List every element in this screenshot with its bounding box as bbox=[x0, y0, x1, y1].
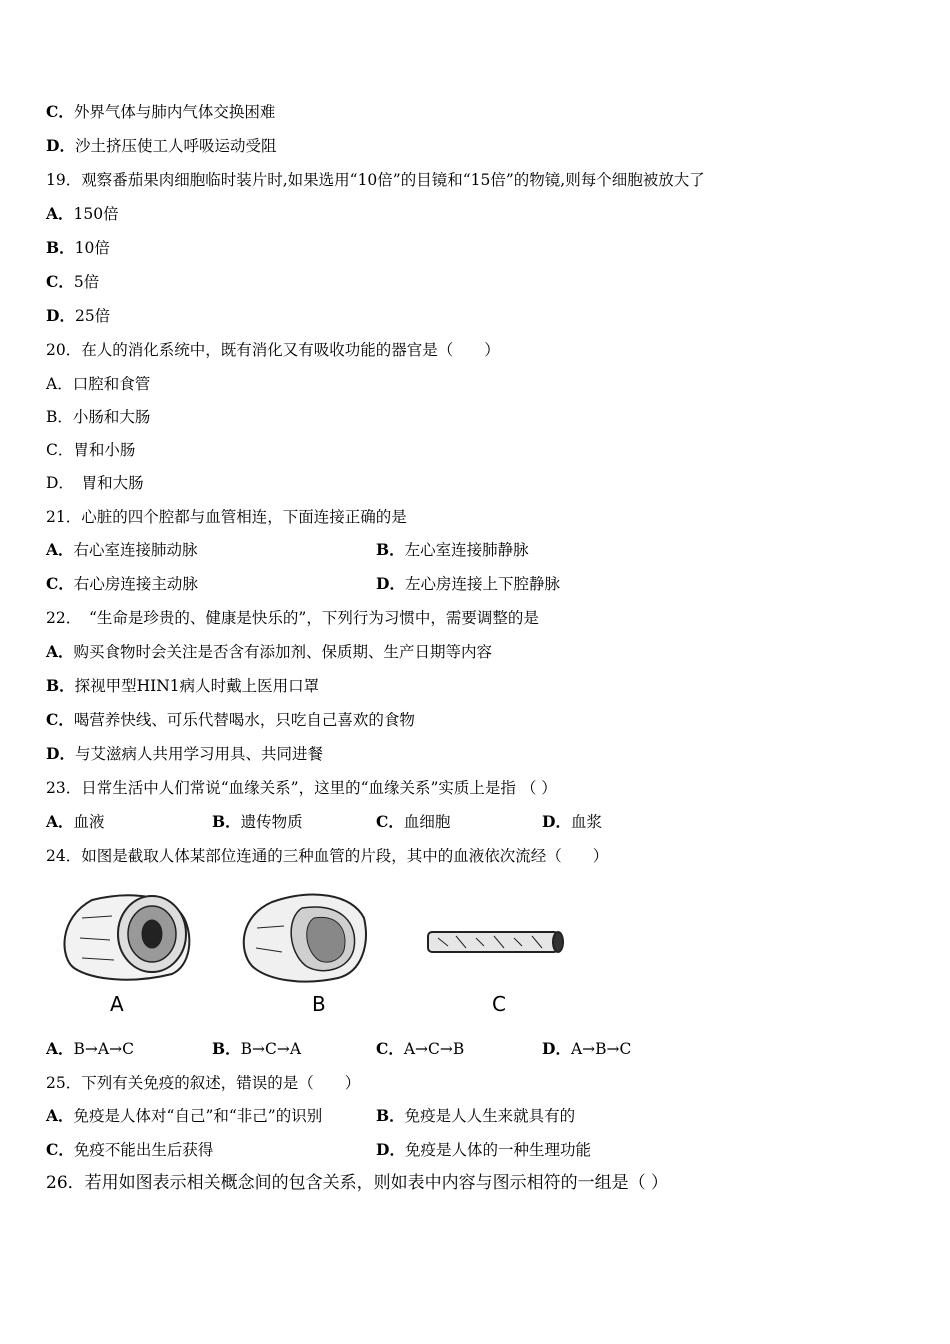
q20-option-d: D． 胃和大肠 bbox=[46, 474, 144, 492]
q25-option-a: A．免疫是人体对“自己”和“非己”的识别 bbox=[46, 1106, 323, 1125]
question-21: 21．心脏的四个腔都与血管相连，下面连接正确的是 bbox=[46, 508, 407, 526]
question-24: 24．如图是截取人体某部位连通的三种血管的片段，其中的血液依次流经（ ） bbox=[46, 847, 609, 865]
q19-option-b: B．10倍 bbox=[46, 238, 110, 257]
blood-vessel-figure bbox=[52, 888, 582, 1018]
question-23: 23．日常生活中人们常说“血缘关系”，这里的“血缘关系”实质上是指 （ ） bbox=[46, 779, 557, 797]
q21-option-a: A．右心室连接肺动脉 bbox=[46, 540, 198, 559]
q25-option-b: B．免疫是人人生来就具有的 bbox=[376, 1106, 576, 1125]
q25-option-d: D．免疫是人体的一种生理功能 bbox=[376, 1140, 591, 1159]
q20-option-a: A．口腔和食管 bbox=[46, 375, 151, 393]
question-22: 22． “生命是珍贵的、健康是快乐的”，下列行为习惯中，需要调整的是 bbox=[46, 609, 539, 627]
q21-option-b: B．左心室连接肺静脉 bbox=[376, 540, 529, 559]
question-20: 20．在人的消化系统中，既有消化又有吸收功能的器官是（ ） bbox=[46, 341, 500, 359]
q20-option-b: B．小肠和大肠 bbox=[46, 408, 151, 426]
q19-option-c: C．5倍 bbox=[46, 272, 100, 291]
q19-option-a: A．150倍 bbox=[46, 204, 119, 223]
q22-option-b: B．探视甲型HIN1病人时戴上医用口罩 bbox=[46, 676, 320, 695]
q21-option-d: D．左心房连接上下腔静脉 bbox=[376, 574, 560, 593]
vessel-a-artery bbox=[64, 895, 189, 979]
figure-label-a: A bbox=[110, 992, 124, 1016]
q21-option-c: C．右心房连接主动脉 bbox=[46, 574, 198, 593]
q25-option-c: C．免疫不能出生后获得 bbox=[46, 1140, 214, 1159]
q23-option-c: C．血细胞 bbox=[376, 812, 451, 831]
question-25: 25．下列有关免疫的叙述，错误的是（ ） bbox=[46, 1074, 361, 1092]
option-d: D．沙土挤压使工人呼吸运动受阻 bbox=[46, 136, 277, 155]
figure-label-c: C bbox=[492, 992, 506, 1016]
figure-label-b: B bbox=[312, 992, 326, 1016]
q19-option-d: D．25倍 bbox=[46, 306, 111, 325]
q23-option-a: A．血液 bbox=[46, 812, 105, 831]
vessel-b-vein bbox=[244, 895, 366, 982]
option-c: C．外界气体与肺内气体交换困难 bbox=[46, 102, 276, 121]
q20-option-c: C．胃和小肠 bbox=[46, 441, 136, 459]
question-26: 26．若用如图表示相关概念间的包含关系，则如表中内容与图示相符的一组是（ ） bbox=[46, 1173, 669, 1193]
vessel-c-capillary bbox=[428, 932, 563, 952]
q22-option-a: A．购买食物时会关注是否含有添加剂、保质期、生产日期等内容 bbox=[46, 642, 493, 661]
q24-option-b: B．B→C→A bbox=[212, 1039, 302, 1058]
q23-option-b: B．遗传物质 bbox=[212, 812, 303, 831]
q22-option-c: C．喝营养快线、可乐代替喝水，只吃自己喜欢的食物 bbox=[46, 710, 415, 729]
q24-option-c: C．A→C→B bbox=[376, 1039, 465, 1058]
q23-option-d: D．血浆 bbox=[542, 812, 602, 831]
question-19: 19．观察番茄果肉细胞临时装片时,如果选用“10倍”的目镜和“15倍”的物镜,则每个细胞被放大了 bbox=[46, 171, 705, 189]
q22-option-d: D．与艾滋病人共用学习用具、共同进餐 bbox=[46, 744, 323, 763]
q24-option-a: A．B→A→C bbox=[46, 1039, 134, 1058]
q24-option-d: D．A→B→C bbox=[542, 1039, 632, 1058]
